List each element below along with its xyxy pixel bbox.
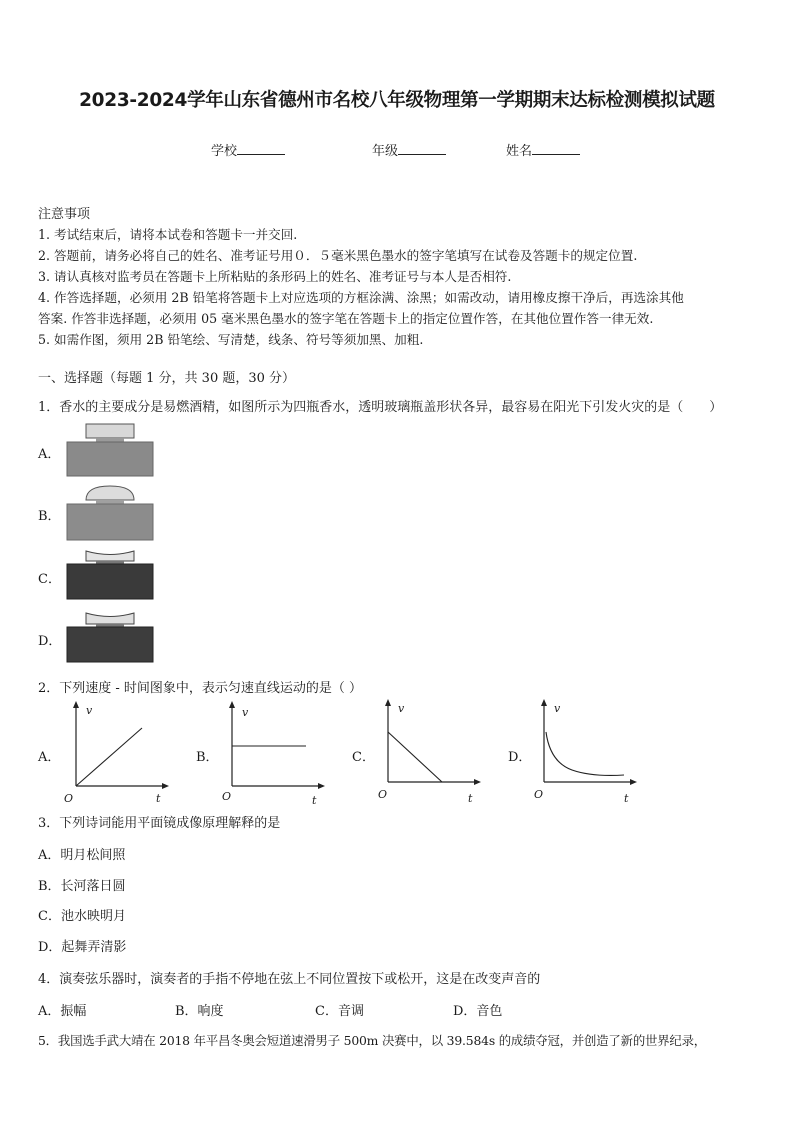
graph-b (216, 700, 326, 806)
q4-option-b[interactable]: B．响度 (175, 1004, 224, 1019)
exam-title: 2023-2024学年山东省德州市名校八年级物理第一学期期末达标检测模拟试题 (79, 90, 715, 111)
origin-label: O (64, 792, 74, 805)
origin-label: O (534, 788, 544, 801)
question-2-text: 2．下列速度 - 时间图象中，表示匀速直线运动的是（ ） (38, 681, 363, 696)
convex-cap-bottle-icon (66, 484, 156, 542)
name-field[interactable]: 姓名 (506, 140, 580, 159)
axis-v-label: v (398, 702, 405, 715)
axis-v-label: v (242, 706, 249, 719)
note-item: 1. 考试结束后，请将本试卷和答题卡一并交回. (38, 227, 298, 242)
section-heading: 一、选择题（每题 1 分，共 30 题，30 分） (38, 371, 296, 386)
note-item: 2. 答题前，请务必将自己的姓名、准考证号用０．５毫米黑色墨水的签字笔填写在试卷及答题卡的规定位置. (38, 248, 638, 263)
note-item: 5. 如需作图，须用 2B 铅笔绘、写清楚，线条、符号等须加黑、加粗. (38, 332, 424, 347)
q4-option-d[interactable]: D．音色 (453, 1004, 503, 1019)
axis-t-label: t (156, 792, 161, 805)
grade-blank[interactable] (398, 140, 446, 155)
q2-option-b-label[interactable]: B． (196, 750, 219, 765)
q2-option-a-label[interactable]: A． (38, 750, 61, 765)
axis-t-label: t (624, 792, 629, 804)
q2-option-c-label[interactable]: C． (352, 750, 375, 765)
name-blank[interactable] (532, 140, 580, 155)
question-1-text: 1．香水的主要成分是易燃酒精，如图所示为四瓶香水，透明玻璃瓶盖形状各异，最容易在阳光下引发火灾的是（ ） (38, 400, 723, 415)
origin-label: O (378, 788, 388, 801)
q1-option-b-label[interactable]: B． (38, 509, 61, 524)
flat-cap-bottle-icon (66, 422, 156, 478)
q3-option-c[interactable]: C．池水映明月 (38, 909, 126, 924)
note-item: 答案. 作答非选择题，必须用 05 毫米黑色墨水的签字笔在答题卡上的指定位置作答，在其他位置作答一律无效. (38, 311, 654, 326)
origin-label: O (222, 790, 232, 803)
axis-v-label: v (554, 702, 561, 715)
graph-d (528, 698, 638, 804)
q4-option-c[interactable]: C．音调 (315, 1004, 364, 1019)
question-5-text: 5．我国选手武大靖在 2018 年平昌冬奥会短道速滑男子 500m 决赛中，以 39.584s 的成绩夺冠，并创造了新的世界纪录， (38, 1033, 706, 1048)
axis-t-label: t (468, 792, 473, 804)
q2-option-d-label[interactable]: D． (508, 750, 532, 765)
note-item: 3. 请认真核对监考员在答题卡上所粘贴的条形码上的姓名、准考证号与本人是否相符. (38, 269, 512, 284)
graph-c (372, 698, 482, 804)
axis-v-label: v (86, 704, 93, 717)
notes-heading: 注意事项 (38, 207, 91, 222)
q4-option-a[interactable]: A．振幅 (38, 1004, 87, 1019)
school-blank[interactable] (237, 140, 285, 155)
q3-option-a[interactable]: A．明月松间照 (38, 848, 126, 863)
q3-option-d[interactable]: D．起舞弄清影 (38, 940, 127, 955)
school-field[interactable]: 学校 (211, 140, 285, 159)
q3-option-b[interactable]: B．长河落日圆 (38, 879, 126, 894)
question-3-text: 3．下列诗词能用平面镜成像原理解释的是 (38, 816, 281, 831)
grade-field[interactable]: 年级 (372, 140, 446, 159)
concave-cap-bottle-icon (66, 549, 156, 601)
note-item: 4. 作答选择题，必须用 2B 铅笔将答题卡上对应选项的方框涂满、涂黑；如需改动，请用橡皮擦干净后，再选涂其他 (38, 290, 684, 305)
question-4-text: 4．演奏弦乐器时，演奏者的手指不停地在弦上不同位置按下或松开，这是在改变声音的 (38, 972, 541, 987)
concave-cap-bottle-icon (66, 610, 156, 664)
q1-option-c-label[interactable]: C． (38, 572, 61, 587)
graph-a (60, 700, 170, 806)
q1-option-d-label[interactable]: D． (38, 634, 62, 649)
q1-option-a-label[interactable]: A． (38, 447, 61, 462)
axis-t-label: t (312, 794, 317, 806)
